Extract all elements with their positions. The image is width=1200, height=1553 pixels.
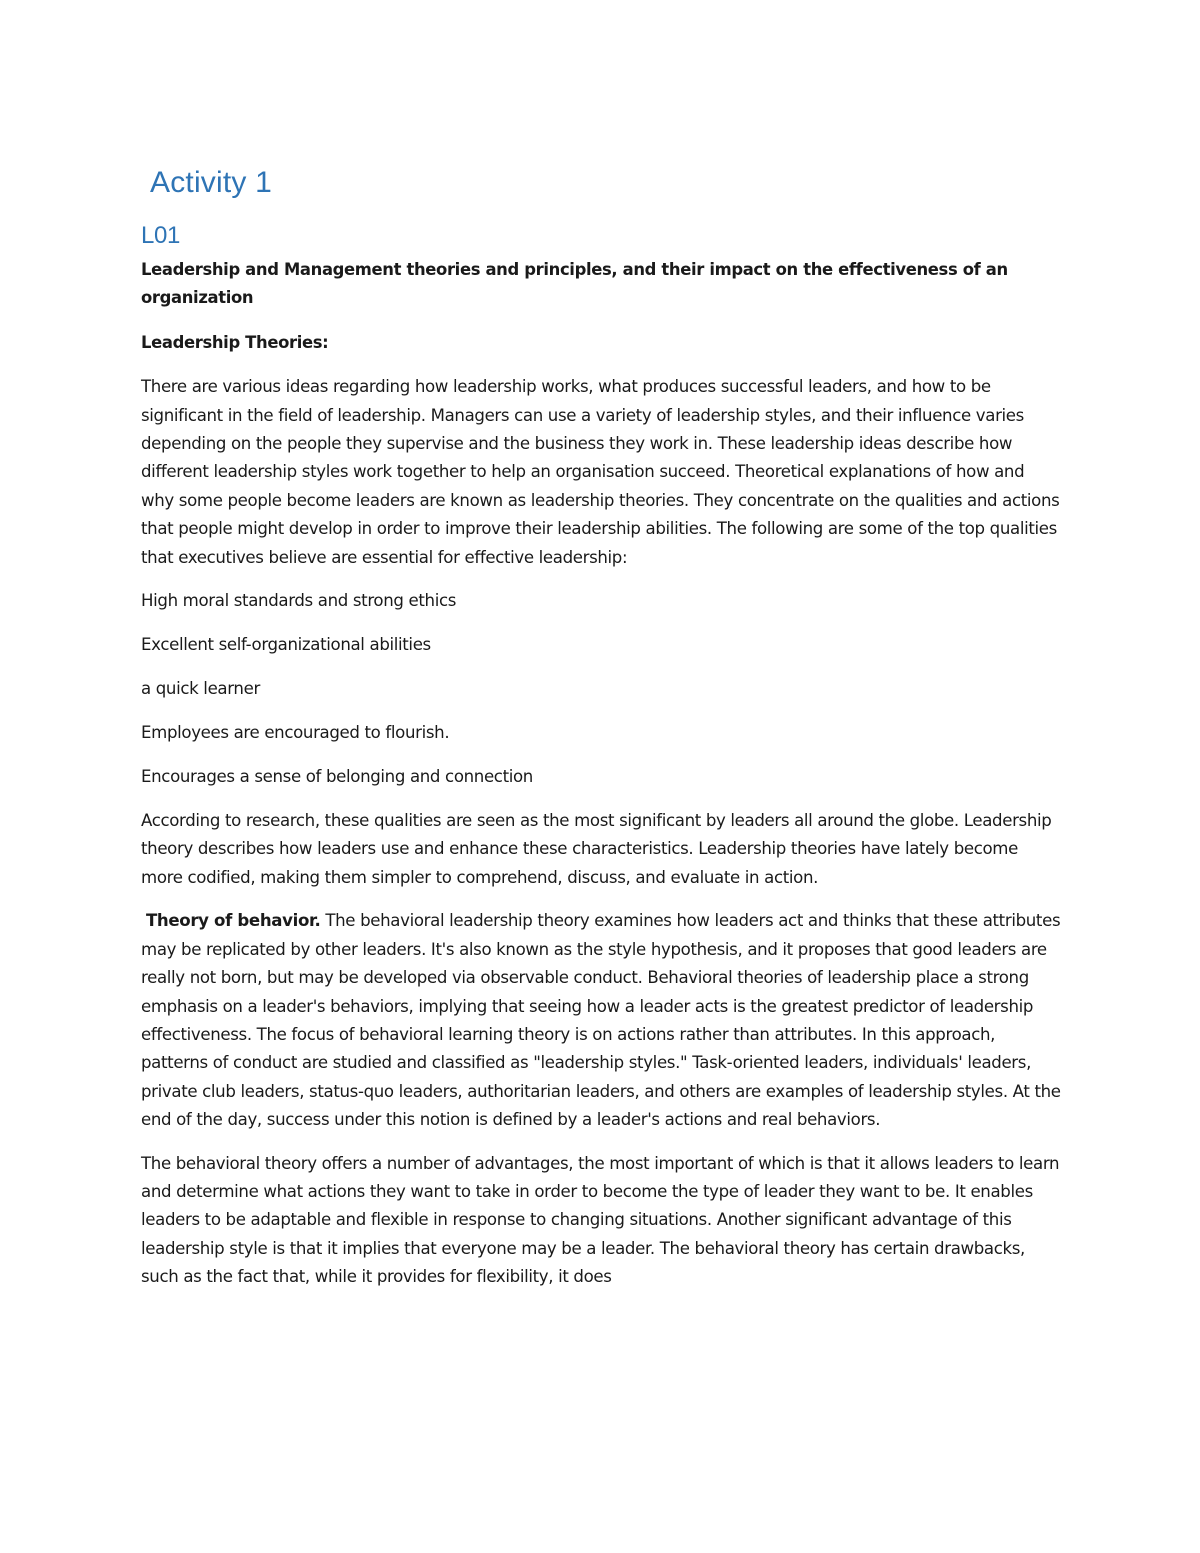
research-paragraph: According to research, these qualities are seen as the most significant by leaders all around the globe. Leadership theory describes how leaders use and enhance these characteristics. Leadership theories have lately become more codified, making them simpler to comprehend, discuss, and evaluate in action. [141,811,1052,887]
quality-item: Employees are encouraged to flourish. [141,723,450,743]
learning-outcome-heading: L01 [141,222,180,249]
intro-paragraph: There are various ideas regarding how leadership works, what produces successful leaders, and how to be significant in the field of leadership. Managers can use a variety of leadership styles, and their influence varies depending on the people they supervise and the business they work in. These leadership ideas describe how different leadership styles work together to help an organisation succeed. Theoretical explanations of how and why some people become leaders are known as leadership theories. They concentrate on the qualities and actions that people might develop in order to improve their leadership abilities. The following are some of the top qualities that executives believe are essential for effective leadership: [141,377,1060,567]
quality-item: Excellent self-organizational abilities [141,635,431,655]
behavior-lead: Theory of behavior. [145,911,321,931]
behavior-paragraph: The behavioral leadership theory examines how leaders act and thinks that these attributes may be replicated by other leaders. It's also known as the style hypothesis, and it proposes that good leaders are really not born, but may be developed via observable conduct. Behavioral theories of leadership place a strong emphasis on a leader's behaviors, implying that seeing how a leader acts is the greatest predictor of leadership effectiveness. The focus of behavioral learning theory is on actions rather than attributes. In this approach, patterns of conduct are studied and classified as "leadership styles." Task-oriented leaders, individuals' leaders, private club leaders, status-quo leaders, authoritarian leaders, and others are examples of leadership styles. At the end of the day, success under this notion is defined by a leader's actions and real behaviors. [141,911,1061,1130]
document-page [141,150,1061,1307]
quality-item: a quick learner [141,679,260,699]
document-subtitle: Leadership and Management theories and principles, and their impact on the effectiveness of an organization [141,260,1008,308]
advantages-paragraph: The behavioral theory offers a number of advantages, the most important of which is that it allows leaders to learn and determine what actions they want to take in order to become the type of leader they want to be. It enables leaders to be adaptable and flexible in response to changing situations. Another significant advantage of this leadership style is that it implies that everyone may be a leader. The behavioral theory has certain drawbacks, such as the fact that, while it provides for flexibility, it does [141,1153,1060,1287]
behavior-paragraph-container [141,907,1061,1134]
document-title: Activity 1 [150,166,273,199]
quality-item: High moral standards and strong ethics [141,591,457,611]
quality-item: Encourages a sense of belonging and connection [141,767,533,787]
section-heading: Leadership Theories: [141,332,329,352]
